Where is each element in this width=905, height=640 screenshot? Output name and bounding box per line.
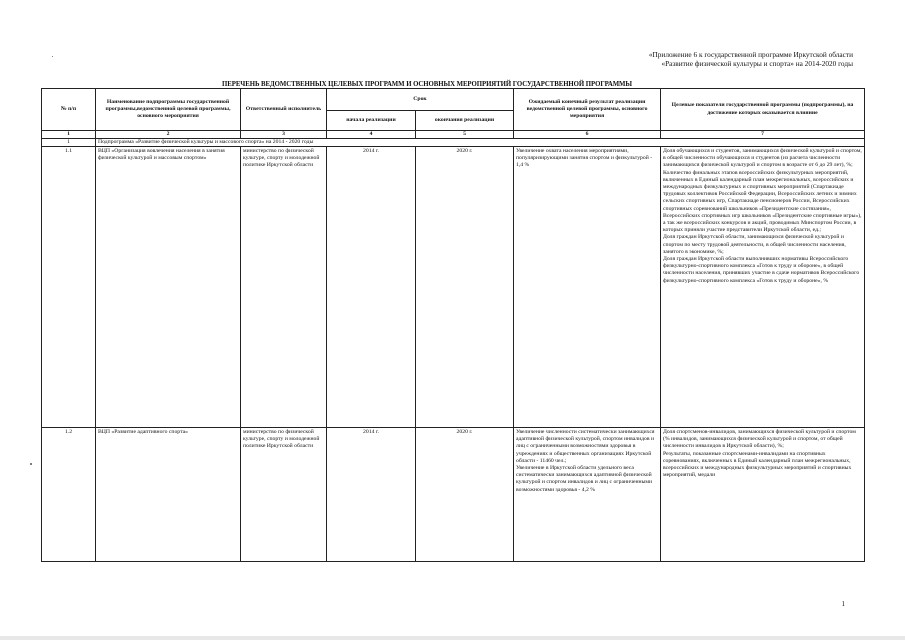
column-number: 6 [514, 131, 661, 139]
header-term-end: окончания реализации [416, 111, 514, 131]
column-number: 7 [661, 131, 865, 139]
appendix-line-1: «Приложение 6 к государственной программе Иркутской области [648, 50, 853, 59]
scan-edge [0, 636, 905, 640]
table-row [42, 428, 865, 562]
table-row [42, 147, 865, 428]
header-term-start: начала реализации [327, 111, 416, 131]
row-target-indicators: Доля спортсменов-инвалидов, занимающихся физической культурой и спортом (% инвалидов, занимающихся физической культурой и спортом, от общей численности инвалидов в Иркутской области), %; Результаты, показанные спортсменами-инвалидами на спортивных соревнованиях, включенных в Единый календарный план межрегиональных, всероссийских и международных физкультурных мероприятий и спортивных мероприятий, медали [661, 428, 865, 562]
row-end-date: 2020 г. [416, 428, 514, 562]
subprogram-title: Подпрограмма «Развитие физической культуры и массового спорта» на 2014 - 2020 годы [96, 139, 865, 147]
row-num: 1.1 [42, 147, 96, 428]
header-row-1 [42, 89, 865, 111]
header-term: Срок [327, 89, 514, 111]
row-executor: министерство по физической культуре, спорту и молодежной политике Иркутской области [241, 428, 327, 562]
column-number: 2 [96, 131, 241, 139]
row-num: 1.2 [42, 428, 96, 562]
column-numbers-row [42, 131, 865, 139]
appendix-line-2: «Развитие физической культуры и спорта» на 2014-2020 годы [661, 59, 853, 68]
header-num: № п/п [42, 89, 96, 131]
row-program-name: ВЦП «Развитие адаптивного спорта» [96, 428, 241, 562]
header-indicators: Целевые показатели государственной программы (подпрограммы), на достижение которых оказывается влияние [661, 89, 865, 131]
subprogram-num: 1 [42, 139, 96, 147]
header-name: Наименование подпрограммы государственной программы,ведомственной целевой программы, основного мероприятия [96, 89, 241, 131]
column-number: 3 [241, 131, 327, 139]
column-number: 4 [327, 131, 416, 139]
row-end-date: 2020 г. [416, 147, 514, 428]
column-number: 5 [416, 131, 514, 139]
row-target-indicators: Доля обучающихся и студентов, занимающихся физической культурой и спортом, в общей численности обучающихся и студентов (из расчета численности занимающихся физической культурой и спортом в возрасте от 6 до 29 лет), %; Количество финальных этапов всероссийских физкультурных мероприятий, включенных в Единый календарный план межрегиональных, всероссийских и международных физкультурных и спортивных мероприятий (Спартакиаде трудовых коллективов Российской Федерации, Всероссийских летних и зимних сельских спортивных игр, Спартакиаде пенсионеров России, Всероссийских спортивных соревнований школьников «Президентские состязания», Всероссийских спортивных игр школьников «Президентские спортивные игры»), а так же всероссийских конкурсов и акций, проводимых Минспортом России, в которых приняли участие представители Иркутской области, ед.; Доля граждан Иркутской области, занимающихся физической культурой и спортом по месту трудовой деятельности, в общей численности населения, занятого в экономике, %; Доля граждан Иркутской области выполнивших нормативы Всероссийского физкультурно-спортивного комплекса «Готов к труду и обороне», в общей численности населения, принявших участие в сдаче нормативов Всероссийского физкультурно-спортивного комплекса «Готов к труду и обороне», % [661, 147, 865, 428]
programs-table [41, 88, 865, 562]
row-expected-result: Увеличение численности систематически занимающихся адаптивной физической культурой, спортом инвалидов и лиц с ограниченными возможностями здоровья в учреждениях и общественных организациях Иркутской области - 11460 чел.; Увеличение в Иркутской области удельного веса систематически занимающихся адаптивной физической культурой и спортом инвалидов и лиц с ограниченными возможностями здоровья - 4,2 % [514, 428, 661, 562]
scan-speck [52, 56, 53, 57]
scan-speck [30, 463, 32, 465]
header-result: Ожидаемый конечный результат реализации ведомственной целевой программы, основного мероприятия [514, 89, 661, 131]
column-number: 1 [42, 131, 96, 139]
row-start-date: 2014 г. [327, 147, 416, 428]
document-title: ПЕРЕЧЕНЬ ВЕДОМСТВЕННЫХ ЦЕЛЕВЫХ ПРОГРАММ И ОСНОВНЫХ МЕРОПРИЯТИЙ ГОСУДАРСТВЕННОЙ ПРОГРАММЫ [222, 81, 633, 88]
subprogram-row [42, 139, 865, 147]
row-start-date: 2014 г. [327, 428, 416, 562]
row-expected-result: Увеличение охвата населения мероприятиями, популяризирующими занятия спортом и физкультурой - 1,4 % [514, 147, 661, 428]
page-number: 1 [841, 600, 845, 608]
header-executor: Ответственный исполнитель [241, 89, 327, 131]
row-program-name: ВЦП «Организация вовлечения населения в занятия физической культурой и массовым спортом» [96, 147, 241, 428]
appendix-note [649, 50, 853, 68]
row-executor: министерство по физической культуре, спорту и молодежной политике Иркутской области [241, 147, 327, 428]
